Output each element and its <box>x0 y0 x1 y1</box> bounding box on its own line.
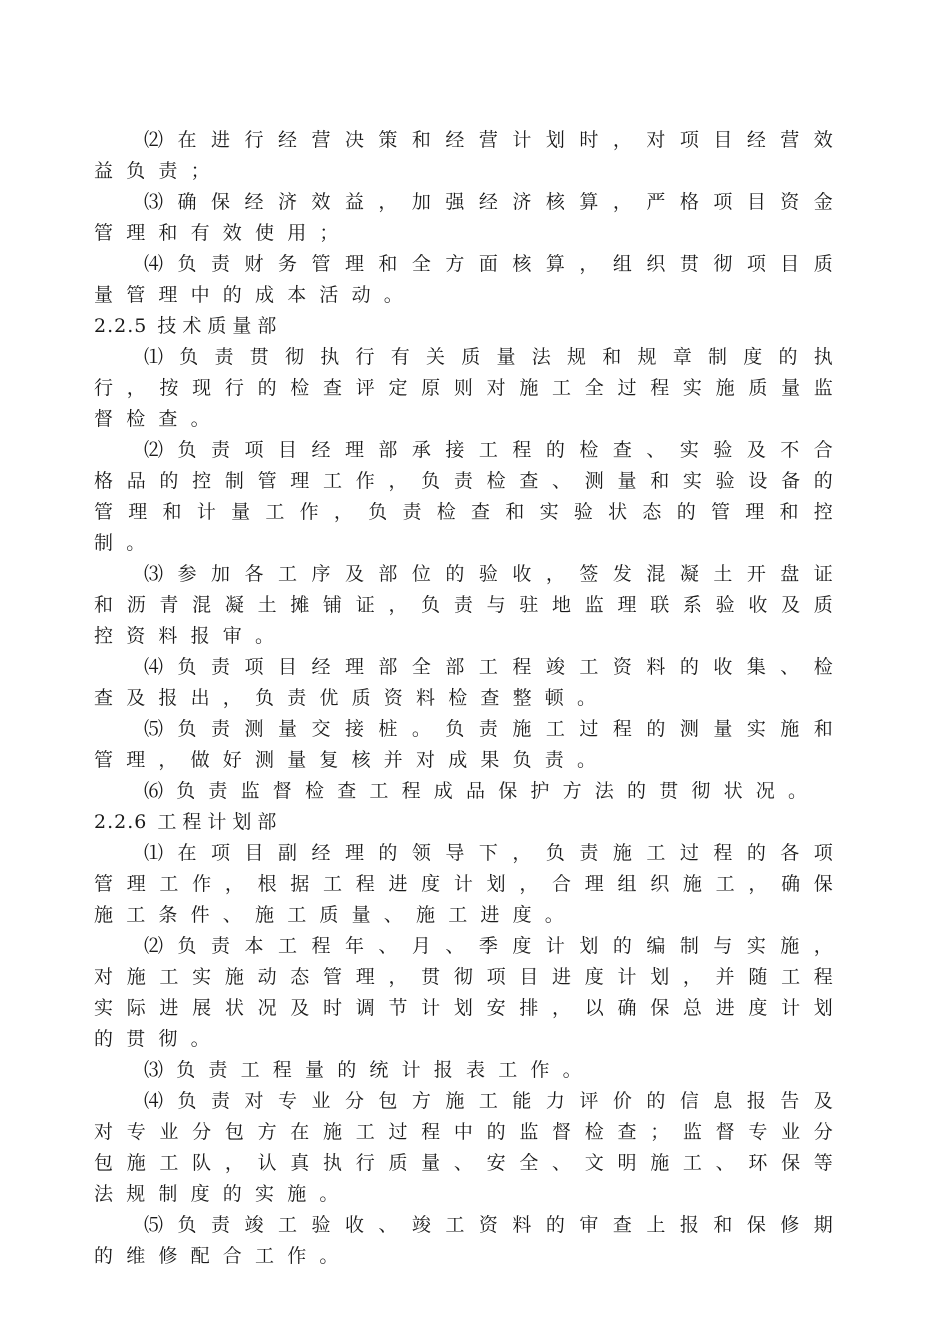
paragraph: ⑵在进行经营决策和经营计划时，对项目经营效益负责； <box>94 129 846 182</box>
paragraph: ⑹负责监督检查工程成品保护方法的贯彻状况。 <box>144 780 821 802</box>
section-heading <box>94 807 846 838</box>
paragraph: ⑴在项目副经理的领导下，负责施工过程的各项管理工作，根据工程进度计划，合理组织施工，确保施工条件、施工质量、施工进度。 <box>94 842 846 926</box>
paragraph: ⑸负责测量交接桩。负责施工过程的测量实施和管理，做好测量复核并对成果负责。 <box>94 718 846 771</box>
paragraph: ⑷负责对专业分包方施工能力评价的信息报告及对专业分包方在施工过程中的监督检查；监督专业分包施工队，认真执行质量、安全、文明施工、环保等法规制度的实施。 <box>94 1090 846 1205</box>
document-page <box>94 125 846 1272</box>
paragraph: ⑷负责财务管理和全方面核算，组织贯彻项目质量管理中的成本活动。 <box>94 253 846 306</box>
section-title: 技术质量部 <box>157 315 283 337</box>
section-title: 工程计划部 <box>157 811 283 833</box>
paragraph: ⑷负责项目经理部全部工程竣工资料的收集、检查及报出，负责优质资料检查整顿。 <box>94 656 846 709</box>
paragraph: ⑵负责本工程年、月、季度计划的编制与实施，对施工实施动态管理，贯彻项目进度计划，并随工程实际进展状况及时调节计划安排，以确保总进度计划的贯彻。 <box>94 935 846 1050</box>
paragraph: ⑶参加各工序及部位的验收，签发混凝土开盘证和沥青混凝土摊铺证，负责与驻地监理联系验收及质控资料报审。 <box>94 563 846 647</box>
paragraph: ⑸负责竣工验收、竣工资料的审查上报和保修期的维修配合工作。 <box>94 1214 846 1267</box>
paragraph: ⑴负责贯彻执行有关质量法规和规章制度的执行，按现行的检查评定原则对施工全过程实施质量监督检查。 <box>94 346 846 430</box>
paragraph: ⑶确保经济效益，加强经济核算，严格项目资金管理和有效使用； <box>94 191 846 244</box>
section-heading <box>94 311 846 342</box>
paragraph: ⑵负责项目经理部承接工程的检查、实验及不合格品的控制管理工作，负责检查、测量和实验设备的管理和计量工作，负责检查和实验状态的管理和控制。 <box>94 439 846 554</box>
section-number: 2.2.5 <box>94 315 148 337</box>
section-number: 2.2.6 <box>94 811 148 833</box>
paragraph: ⑶负责工程量的统计报表工作。 <box>144 1059 595 1081</box>
